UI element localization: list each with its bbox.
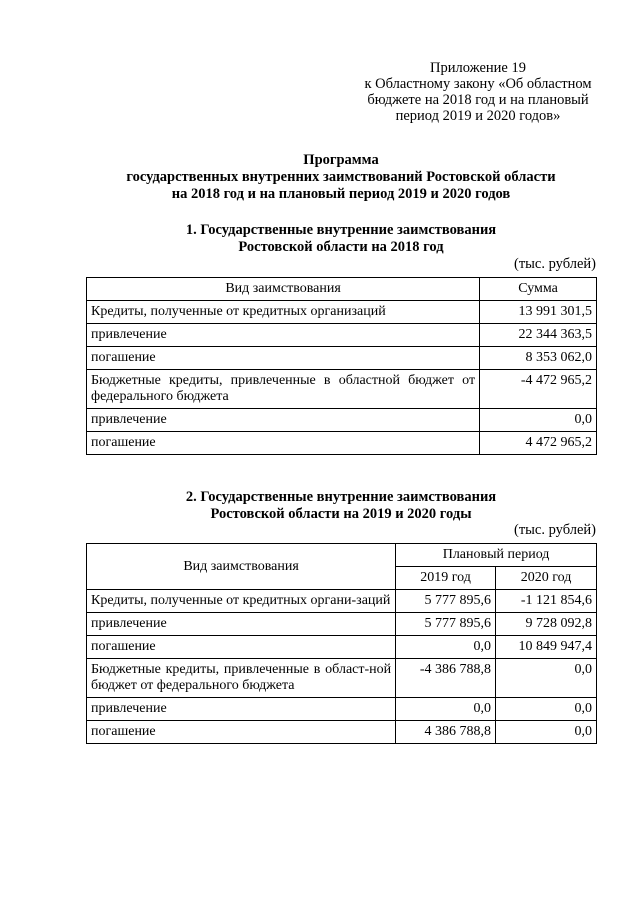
program-title-line: государственных внутренних заимствований Ростовской области	[126, 169, 556, 185]
appendix-header	[340, 60, 616, 124]
table-row	[87, 324, 597, 347]
header-2019: 2019 год	[396, 567, 496, 590]
row-name: привлечение	[87, 698, 396, 721]
header-planned-period: Плановый период	[396, 544, 597, 567]
section1-title	[86, 222, 596, 256]
row-name: погашение	[87, 721, 396, 744]
table-row	[87, 301, 597, 324]
row-name: привлечение	[87, 613, 396, 636]
section2-table	[86, 543, 597, 744]
row-2019: -4 386 788,8	[396, 659, 496, 698]
row-name: Кредиты, полученные от кредитных организаций	[87, 301, 480, 324]
row-2019: 5 777 895,6	[396, 613, 496, 636]
row-name: Кредиты, полученные от кредитных органи-заций	[87, 590, 396, 613]
table-row	[87, 721, 597, 744]
row-sum: 8 353 062,0	[480, 347, 597, 370]
table-row	[87, 370, 597, 409]
table-row	[87, 613, 597, 636]
table-row	[87, 659, 597, 698]
appendix-line: Приложение 19	[430, 60, 526, 76]
table-header-row	[87, 544, 597, 567]
appendix-line: период 2019 и 2020 годов»	[395, 108, 561, 124]
row-name: Бюджетные кредиты, привлеченные в област-ной бюджет от федерального бюджета	[87, 659, 396, 698]
row-name: привлечение	[87, 324, 480, 347]
table-row	[87, 698, 597, 721]
row-sum: -4 472 965,2	[480, 370, 597, 409]
row-2019: 4 386 788,8	[396, 721, 496, 744]
section1-table	[86, 277, 597, 455]
section2-title-line: 2. Государственные внутренние заимствования	[185, 489, 497, 505]
table-row	[87, 409, 597, 432]
program-title	[86, 152, 596, 203]
section2-units: (тыс. рублей)	[514, 522, 596, 538]
program-title-line: на 2018 год и на плановый период 2019 и 2020 годов	[171, 186, 511, 202]
section1-units: (тыс. рублей)	[514, 256, 596, 272]
table-row	[87, 636, 597, 659]
row-2020: 0,0	[496, 698, 597, 721]
row-name: погашение	[87, 347, 480, 370]
appendix-line: к Областному закону «Об областном	[364, 76, 592, 92]
table-row	[87, 347, 597, 370]
header-name: Вид заимствования	[87, 278, 480, 301]
row-name: погашение	[87, 636, 396, 659]
appendix-line: бюджете на 2018 год и на плановый	[367, 92, 589, 108]
row-sum: 13 991 301,5	[480, 301, 597, 324]
row-2019: 0,0	[396, 698, 496, 721]
row-2019: 0,0	[396, 636, 496, 659]
row-2020: 0,0	[496, 721, 597, 744]
header-name: Вид заимствования	[87, 544, 396, 590]
row-sum: 4 472 965,2	[480, 432, 597, 455]
row-2020: 0,0	[496, 659, 597, 698]
table-row	[87, 432, 597, 455]
row-name: Бюджетные кредиты, привлеченные в областной бюджет от федерального бюджета	[87, 370, 480, 409]
header-sum: Сумма	[480, 278, 597, 301]
row-2020: 10 849 947,4	[496, 636, 597, 659]
table-row	[87, 590, 597, 613]
row-2019: 5 777 895,6	[396, 590, 496, 613]
section1-title-line: 1. Государственные внутренние заимствования	[185, 222, 497, 238]
row-name: погашение	[87, 432, 480, 455]
row-2020: 9 728 092,8	[496, 613, 597, 636]
program-title-line: Программа	[303, 152, 379, 168]
section2-title	[86, 489, 596, 523]
row-sum: 22 344 363,5	[480, 324, 597, 347]
section2-title-line: Ростовской области на 2019 и 2020 годы	[210, 506, 472, 522]
row-name: привлечение	[87, 409, 480, 432]
row-2020: -1 121 854,6	[496, 590, 597, 613]
section1-title-line: Ростовской области на 2018 год	[238, 239, 444, 255]
header-2020: 2020 год	[496, 567, 597, 590]
row-sum: 0,0	[480, 409, 597, 432]
table-header-row	[87, 278, 597, 301]
